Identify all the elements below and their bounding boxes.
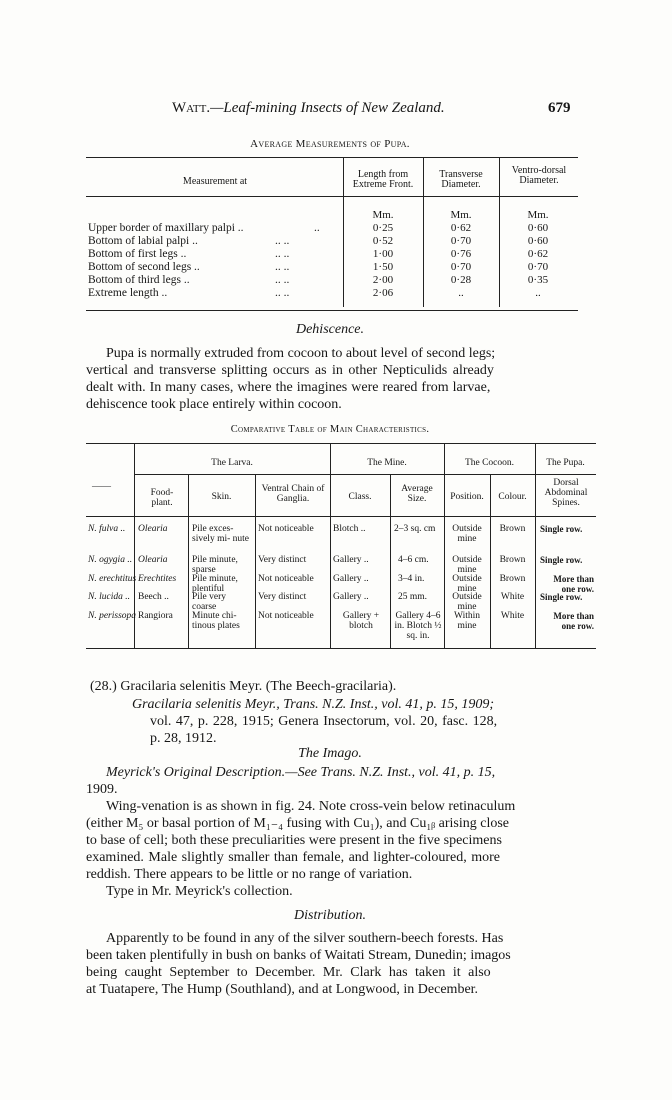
table2-position: Outside mine xyxy=(452,574,482,594)
table2-skin: Pile very coarse xyxy=(192,592,227,612)
table1-cell: 0·60 xyxy=(527,222,549,234)
table2-subheader: Food-plant. xyxy=(150,488,174,508)
distribution-line: being caught September to December. Mr. Clark has taken it also xyxy=(86,965,491,980)
table2-size: 2–3 sq. cm xyxy=(394,524,436,534)
table1-row-dots: .. .. xyxy=(275,235,290,247)
table1-header-ventro: Ventro-dorsal Diameter. xyxy=(511,165,567,186)
table1-cell: .. xyxy=(458,287,464,299)
table1-col-rule xyxy=(423,157,424,307)
table2-spines: More than one row. xyxy=(553,574,594,594)
table2-subheader: Skin. xyxy=(211,492,232,502)
table1-cell: 0·25 xyxy=(372,222,394,234)
table1-cell: 0·28 xyxy=(450,274,472,286)
table2-subheader: Position. xyxy=(450,492,484,502)
table2-ganglia: Not noticeable xyxy=(258,524,314,534)
table1-cell: 0·62 xyxy=(527,248,549,260)
table1-unit: Mm. xyxy=(527,209,549,221)
table2-species: N. erechtitus xyxy=(88,574,137,584)
table2-species: N. perissopa xyxy=(88,611,137,621)
table2-position: Outside mine xyxy=(452,524,482,544)
table1-title: Average Measurements of Pupa. xyxy=(250,138,410,150)
table1-cell: 0·70 xyxy=(527,261,549,273)
table2-group-pupa: The Pupa. xyxy=(546,458,585,468)
running-title: —Leaf-mining Insects of New Zealand. xyxy=(210,100,445,116)
table1-unit: Mm. xyxy=(450,209,472,221)
imago-heading: The Imago. xyxy=(298,746,362,761)
table2-top-rule xyxy=(86,443,596,444)
table2-spines: Single row. xyxy=(540,592,583,602)
dehiscence-line: Pupa is normally extruded from cocoon to about level of second legs; xyxy=(106,346,496,361)
table2-spines: Single row. xyxy=(540,555,583,565)
table2-species: N. lucida .. xyxy=(88,592,130,602)
wing-line: (either M₅ or basal portion of M₁₋₄ fusing with Cu₁), and Cu₁ᵦ arising close xyxy=(86,816,510,831)
original-description-line: 1909. xyxy=(86,782,118,797)
table2-spines: Single row. xyxy=(540,524,583,534)
table2-position: Outside mine xyxy=(452,555,482,575)
table1-cell: 0·60 xyxy=(527,235,549,247)
table2-ganglia: Not noticeable xyxy=(258,611,314,621)
table2-stub-dash: —— xyxy=(92,482,111,492)
table1-row-label: Upper border of maxillary palpi .. xyxy=(88,222,244,234)
table2-skin: Pile minute, sparse xyxy=(192,555,238,575)
table1-row-dots: .. xyxy=(314,222,320,234)
table2-col-rule xyxy=(330,443,331,648)
dehiscence-line: dehiscence took place entirely within cocoon. xyxy=(86,397,342,412)
table2-class: Gallery .. xyxy=(333,555,369,565)
table1-cell: 2·06 xyxy=(372,287,394,299)
table2-food: Olearia xyxy=(138,524,168,534)
table2-size: 25 mm. xyxy=(398,592,428,602)
table2-colour: Brown xyxy=(499,555,526,565)
distribution-line: at Tuatapere, The Hump (Southland), and at Longwood, in December. xyxy=(86,982,479,997)
synonymy-line: vol. 47, p. 228, 1915; Genera Insectorum, vol. 20, fasc. 128, xyxy=(150,714,498,729)
table2-colour: Brown xyxy=(499,574,526,584)
table1-cell: 0·70 xyxy=(450,261,472,273)
table1-row-label: Bottom of labial palpi .. xyxy=(88,235,198,247)
wing-line: reddish. There appears to be little or no range of variation. xyxy=(86,867,413,882)
table2-group-mine: The Mine. xyxy=(367,458,407,468)
table2-class: Gallery + blotch xyxy=(342,611,380,631)
distribution-heading: Distribution. xyxy=(294,908,366,923)
table1-cell: 0·52 xyxy=(372,235,394,247)
table1-cell: 0·35 xyxy=(527,274,549,286)
table2-size: 3–4 in. xyxy=(398,574,425,584)
table2-col-rule xyxy=(535,443,536,648)
table2-subheader: Class. xyxy=(348,492,372,502)
table2-subheader: Colour. xyxy=(498,492,527,502)
dehiscence-heading: Dehiscence. xyxy=(295,322,365,337)
table2-species: N. ogygia .. xyxy=(88,555,133,565)
wing-line: to base of cell; both these preculiarities were present in the five specimens xyxy=(86,833,502,848)
table2-spines: More than one row. xyxy=(553,611,594,631)
running-title-author: Watt. xyxy=(172,100,211,116)
table1-row-dots: .. .. xyxy=(275,287,290,299)
species-title: (28.) Gracilaria selenitis Meyr. (The Beech-gracilaria). xyxy=(90,679,397,694)
synonymy-line: Gracilaria selenitis Meyr., Trans. N.Z. Inst., vol. 41, p. 15, 1909; xyxy=(132,697,495,712)
table2-skin: Pile exces- sively mi- nute xyxy=(192,524,249,544)
table2-ganglia: Very distinct xyxy=(258,555,307,565)
table2-col-rule xyxy=(255,474,256,648)
table2-subheader: Ventral Chain of Ganglia. xyxy=(261,484,325,504)
table1-top-rule xyxy=(86,157,578,158)
table2-size: 4–6 cm. xyxy=(398,555,429,565)
table2-ganglia: Very distinct xyxy=(258,592,307,602)
page-number: 679 xyxy=(548,100,571,116)
table2-subheader: Average Size. xyxy=(401,484,433,504)
table1-cell: 0·76 xyxy=(450,248,472,260)
table2-class: Gallery .. xyxy=(333,592,369,602)
table2-class: Blotch .. xyxy=(333,524,366,534)
distribution-line: been taken plentifully in bush on banks of Waitati Stream, Dunedin; imagos xyxy=(86,948,511,963)
table1-row-dots: .. .. xyxy=(275,261,290,273)
table1-cell: .. xyxy=(535,287,541,299)
table1-cell: 1·50 xyxy=(372,261,394,273)
table2-bottom-rule xyxy=(86,648,596,649)
table2-group-cocoon: The Cocoon. xyxy=(464,458,515,468)
table2-food: Beech .. xyxy=(138,592,169,602)
table1-cell: 2·00 xyxy=(372,274,394,286)
table2-skin: Pile minute, plentiful xyxy=(192,574,238,594)
table2-subheader: Dorsal Abdominal Spines. xyxy=(544,478,588,508)
table1-cell: 0·62 xyxy=(450,222,472,234)
table1-header-transverse: Transverse Diameter. xyxy=(439,169,483,190)
table1-row-label: Extreme length .. xyxy=(88,287,168,299)
table1-cell: 1·00 xyxy=(372,248,394,260)
table2-position: Outside mine xyxy=(452,592,482,612)
dehiscence-line: vertical and transverse splitting occurs as in other Nepticulids already xyxy=(86,363,494,378)
table2-group-rule xyxy=(134,474,596,475)
table1-row-label: Bottom of third legs .. xyxy=(88,274,190,286)
table2-species: N. fulva .. xyxy=(88,524,126,534)
table2-position: Within mine xyxy=(453,611,480,631)
table2-title: Comparative Table of Main Characteristics. xyxy=(230,424,430,435)
original-description-line: Meyrick's Original Description.—See Trans. N.Z. Inst., vol. 41, p. 15, xyxy=(106,765,496,780)
table1-row-dots: .. .. xyxy=(275,248,290,260)
distribution-line: Apparently to be found in any of the silver southern-beech forests. Has xyxy=(106,931,504,946)
table2-col-rule xyxy=(390,474,391,648)
table1-unit: Mm. xyxy=(372,209,394,221)
table2-header-rule xyxy=(86,516,596,517)
table2-colour: White xyxy=(500,611,525,621)
table1-bottom-rule xyxy=(86,310,578,311)
table2-ganglia: Not noticeable xyxy=(258,574,314,584)
table2-food: Erechtites xyxy=(138,574,177,584)
table1-header-rule xyxy=(86,196,578,197)
table2-size: Gallery 4–6 in. Blotch ½ sq. in. xyxy=(394,611,442,641)
table2-group-larva: The Larva. xyxy=(211,458,253,468)
wing-line: Wing-venation is as shown in fig. 24. Note cross-vein below retinaculum xyxy=(106,799,516,814)
running-header xyxy=(172,100,445,117)
table1-header-measurement: Measurement at xyxy=(182,176,248,187)
table1-row-label: Bottom of first legs .. xyxy=(88,248,187,260)
table1-col-rule xyxy=(343,157,344,307)
table2-colour: White xyxy=(500,592,525,602)
wing-line: examined. Male slightly smaller than female, and lighter-coloured, more xyxy=(86,850,500,865)
dehiscence-line: dealt with. In many cases, where the imagines were reared from larvae, xyxy=(86,380,491,395)
synonymy-line: p. 28, 1912. xyxy=(150,731,217,746)
table2-class: Gallery .. xyxy=(333,574,369,584)
table1-row-dots: .. .. xyxy=(275,274,290,286)
table2-skin: Minute chi- tinous plates xyxy=(192,611,240,631)
table2-food: Rangiora xyxy=(138,611,173,621)
table1-header-length: Length from Extreme Front. xyxy=(352,169,414,190)
type-line: Type in Mr. Meyrick's collection. xyxy=(106,884,293,899)
table1-col-rule xyxy=(499,157,500,307)
table1-row-label: Bottom of second legs .. xyxy=(88,261,200,273)
table2-food: Olearia xyxy=(138,555,168,565)
table2-colour: Brown xyxy=(499,524,526,534)
table1-cell: 0·70 xyxy=(450,235,472,247)
